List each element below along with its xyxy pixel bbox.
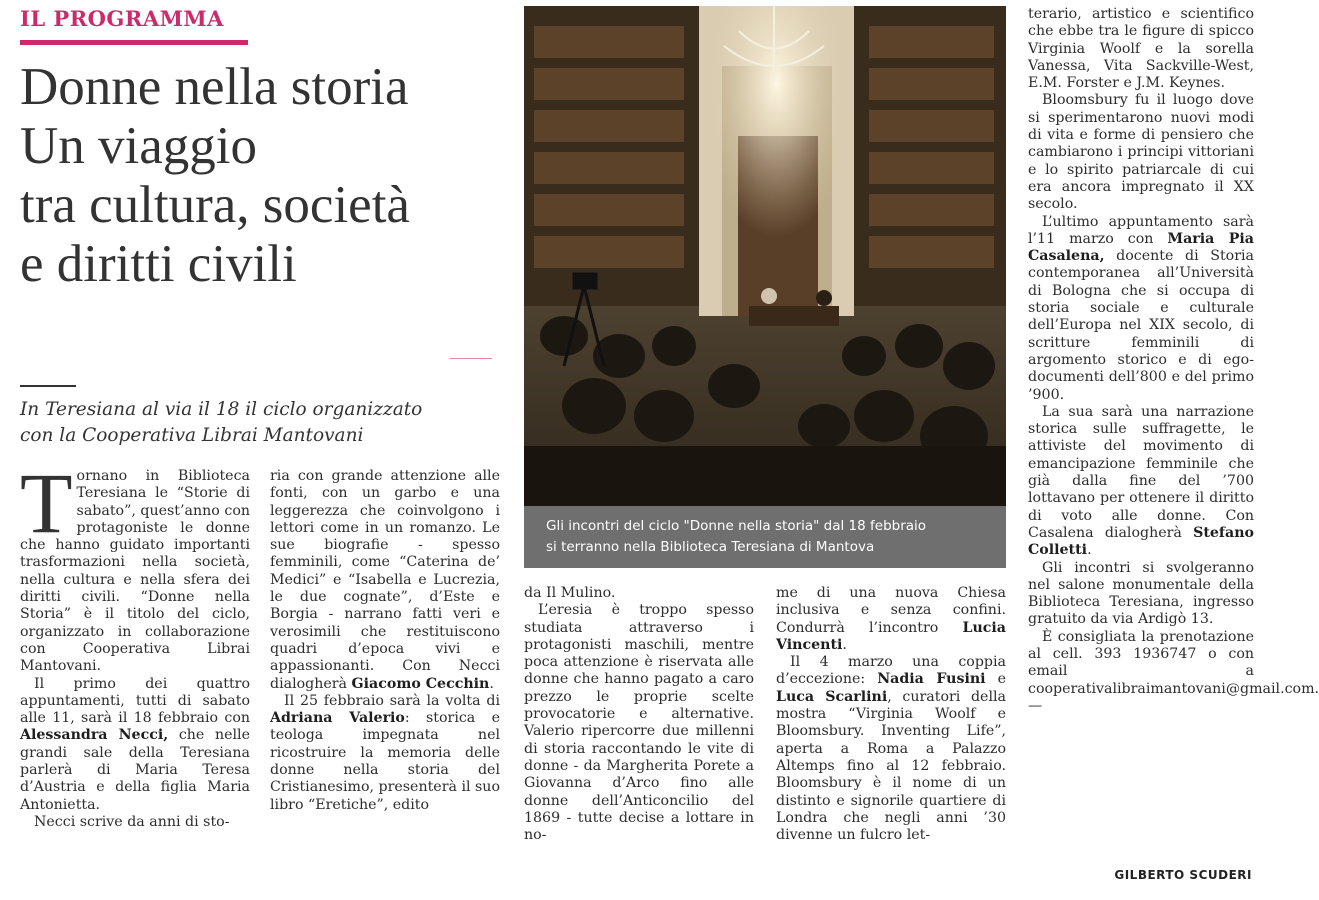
person-name: Giacomo Cecchin: [351, 675, 490, 692]
photo-caption: [524, 506, 1006, 568]
author-byline: GILBERTO SCUDERI: [1114, 868, 1252, 882]
paragraph: [1028, 214, 1254, 404]
article-column-5: [1028, 6, 1319, 715]
paragraph-text: me di una nuova Chiesa inclusiva e senza confini. Condurrà l’incontro: [776, 585, 1006, 636]
subhead-rule: [20, 385, 76, 387]
paragraph-text: che nelle grandi sale della Teresiana parlerà di Maria Teresa d’Austria e della figlia Maria Antonietta.: [20, 727, 250, 813]
paragraph-text: L’ultimo appuntamento sarà l’11 marzo con: [1028, 213, 1254, 247]
paragraph: L’eresia è troppo spesso studiata attraverso i protagonisti maschili, mentre poca attenzione è riservata alle donne che hanno pagato a caro prezzo le proprie scelte provocatorie e alternative. Valerio ripercorre due millenni di storia raccontando le vite di donne - da Margherita Porete a Giovanna d’Arco fino alle donne dell’Anticoncilio del 1869 - tutte decise a lottare in no-: [524, 602, 754, 844]
paragraph-text: Il 4 marzo una coppia d’eccezione:: [776, 654, 1006, 688]
paragraph: da Il Mulino.: [524, 585, 616, 601]
article-column-2: [270, 468, 500, 814]
article-column-1: [20, 455, 250, 831]
paragraph-text: docente di Storia contemporanea all’Università di Bologna che si occupa di storia sociale e culturale dell’Europa nel XIX secolo, di scritture femminili di argomento storico e di ego-documenti dell’800 e del primo ’900.: [1028, 248, 1254, 403]
article-column-4: [776, 585, 1006, 844]
paragraph-text: : storica e teologa impegnata nel ricostruire la memoria delle donne nella storia del Cristianesimo, presenterà il suo libro “Eretiche”, edito: [270, 710, 500, 813]
paragraph: Bloomsbury fu il luogo dove si sperimentarono nuovi modi di vita e forme di pensiero che cambiarono i principi vittoriani e lo spirito patriarcale di cui era ancora impregnato il XX secolo.: [1028, 92, 1254, 213]
section-kicker: IL PROGRAMMA: [20, 6, 224, 31]
paragraph: [20, 676, 250, 814]
paragraph: [20, 455, 250, 676]
kicker-underline: [20, 40, 248, 45]
caption-line-1: Gli incontri del ciclo "Donne nella storia" dal 18 febbraio: [546, 518, 927, 534]
library-event-photo: [524, 6, 1006, 506]
person-name: Luca Scarlini: [776, 688, 888, 705]
subhead-line-2: con la Cooperativa Librai Mantovani: [20, 425, 364, 446]
headline-line-4: e diritti civili: [20, 235, 297, 293]
person-name: Alessandra Necci,: [20, 727, 169, 744]
paragraph: [776, 654, 1006, 844]
person-name: Maria Pia Casalena,: [1028, 230, 1254, 265]
person-name: Adriana Valerio: [270, 710, 405, 727]
paragraph: [270, 693, 500, 814]
person-name: Lucia Vincenti: [776, 619, 1006, 653]
paragraph-text: , curatori della mostra “Virginia Woolf e Bloomsbury. Inventing Life”, aperta a Roma a Palazzo Altemps fino al 12 febbraio. Bloomsbury è il nome di un distinto e signorile quartiere di Londra che negli anni ’30 divenne un fulcro let-: [776, 688, 1006, 844]
paragraph-text: Il primo dei quattro appuntamenti, tutti di sabato alle 11, sarà il 18 febbraio con: [20, 675, 250, 727]
headline-line-3: tra cultura, società: [20, 176, 410, 234]
headline: [20, 58, 520, 294]
article-column-3: [524, 585, 754, 844]
paragraph-text: Il 25 febbraio sarà la volta di: [284, 692, 500, 709]
person-name: Nadia Fusini: [877, 671, 986, 688]
caption-line-2: si terranno nella Biblioteca Teresiana di Mantova: [546, 539, 875, 555]
headline-line-2: Un viaggio: [20, 117, 257, 175]
paragraph-text: e: [985, 671, 1007, 688]
paragraph-text: ria con grande attenzione alle fonti, con un garbo e una leggerezza che coinvolgono i lettori come in un romanzo. Le sue biografie - spesso femminili, come “Caterina de’ Medici” e “Isabella e Lucrezia, le due cognate”, d’Este e Borgia - narrano fatti veri e verosimili che restituiscono quadri d’epoca vivi e appassionanti. Con Necci dialogherà: [270, 468, 500, 692]
paragraph: È consigliata la prenotazione al cell. 393 1936747 o con email a cooperativalibraimantovani@gmail.com. —: [1028, 628, 1319, 714]
paragraph: Gli incontri si svolgeranno nel salone monumentale della Biblioteca Teresiana, ingresso gratuito da via Ardigò 13.: [1028, 559, 1254, 628]
paragraph-text: .: [1087, 542, 1092, 559]
subheadline: [20, 397, 510, 449]
paragraph: terario, artistico e scientifico che ebbe tra le figure di spicco Virginia Woolf e la sorella Vanessa, Vita Sackville-West, E.M. Forster e J.M. Keynes.: [1028, 6, 1254, 92]
decorative-rule: [450, 358, 492, 359]
drop-cap: T: [20, 455, 73, 551]
headline-line-1: Donne nella storia: [20, 58, 409, 116]
paragraph-text: La sua sarà una narrazione storica sulle suffragette, le attiviste del movimento di emancipazione femminile che già dalla fine del ’700 lottavano per ottenere il diritto di voto alle donne. Con Casalena dialogherà: [1028, 403, 1254, 541]
paragraph-text: ornano in Biblioteca Teresiana le “Storie di sabato”, quest’anno con protagoniste le donne che hanno guidato importanti trasformazioni nella società, nella cultura e nella sfera dei diritti civili. “Donne nella Storia” è il titolo del ciclo, organizzato in collaborazione con Cooperativa Librai Mantovani.: [20, 468, 250, 675]
paragraph: [270, 468, 500, 693]
paragraph: [1028, 404, 1254, 560]
paragraph-text: .: [842, 636, 847, 653]
paragraph: Necci scrive da anni di sto-: [34, 813, 230, 830]
person-name: Stefano Colletti: [1028, 524, 1254, 559]
subhead-line-1: In Teresiana al via il 18 il ciclo organizzato: [20, 399, 423, 420]
paragraph: [776, 585, 1006, 654]
paragraph-text: .: [489, 675, 494, 692]
